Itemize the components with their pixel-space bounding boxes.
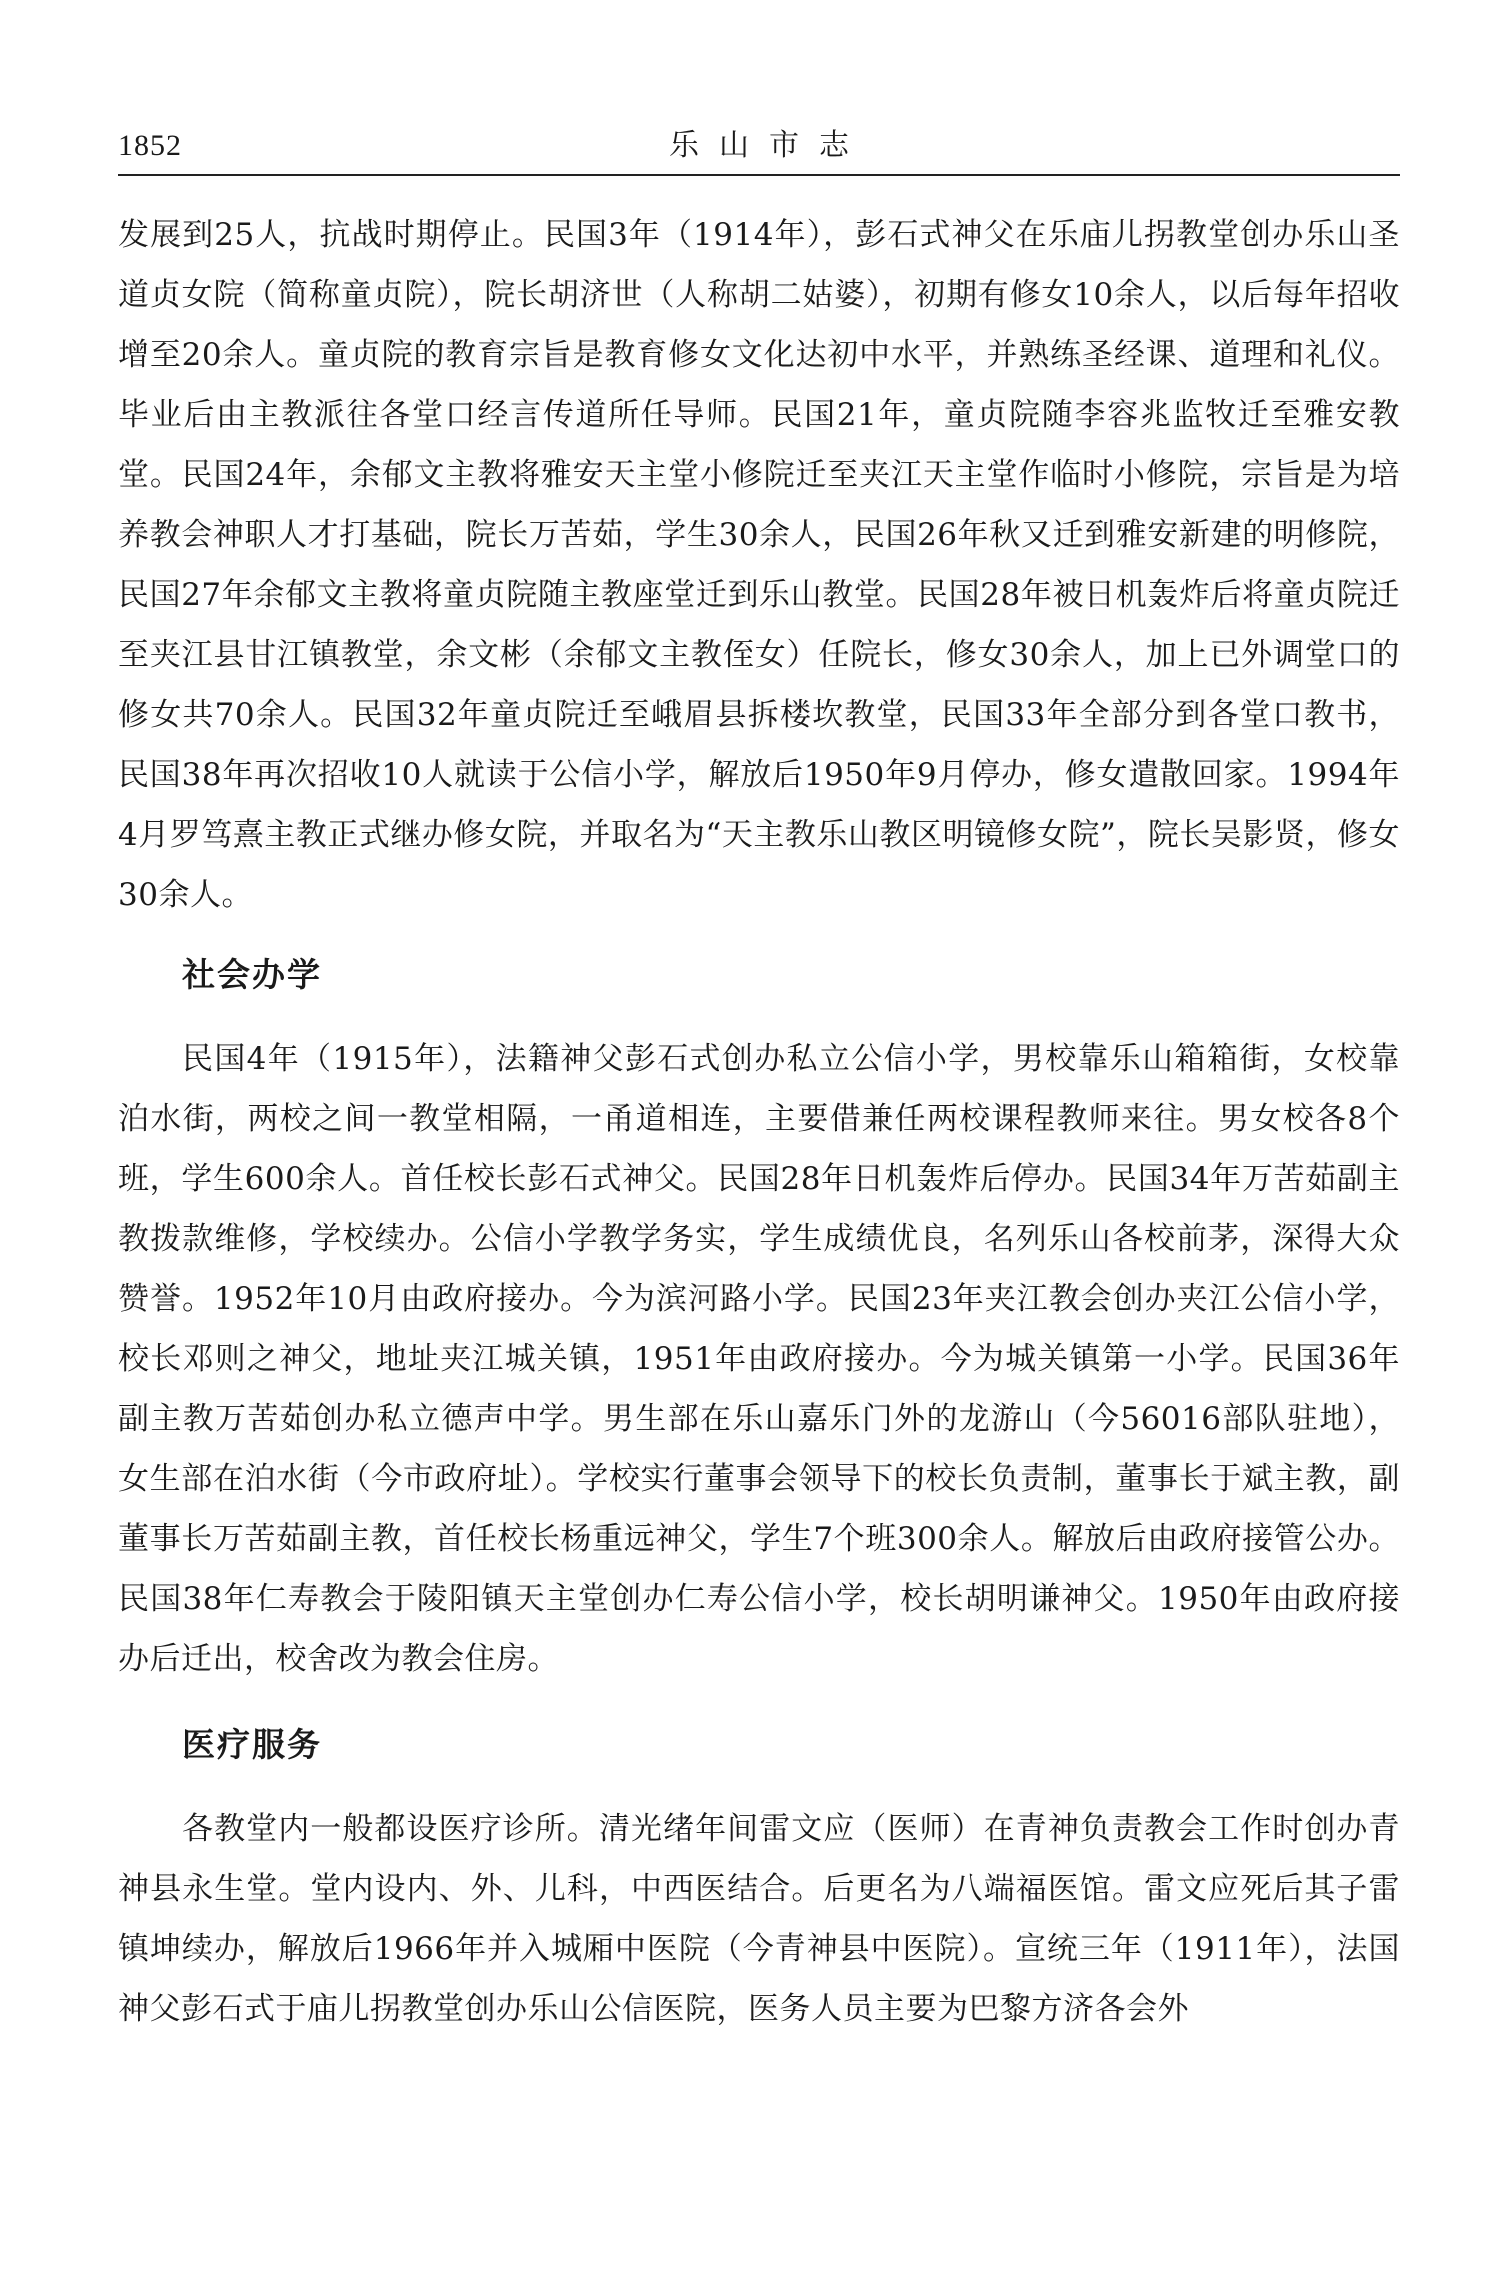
paragraph-social-schools: 民国4年（1915年），法籍神父彭石式创办私立公信小学，男校靠乐山箱箱街，女校靠泊水街，两校之间一教堂相隔，一甬道相连，主要借兼任两校课程教师来往。男女校各8个班，学生600余人。首任校长彭石式神父。民国28年日机轰炸后停办。民国34年万苦茹副主教拨款维修，学校续办。公信小学教学务实，学生成绩优良，名列乐山各校前茅，深得大众赞誉。1952年10月由政府接办。今为滨河路小学。民国23年夹江教会创办夹江公信小学，校长邓则之神父，地址夹江城关镇，1951年由政府接办。今为城关镇第一小学。民国36年副主教万苦茹创办私立德声中学。男生部在乐山嘉乐门外的龙游山（今56016部队驻地），女生部在泊水街（今市政府址）。学校实行董事会领导下的校长负责制，董事长于斌主教，副董事长万苦茹副主教，首任校长杨重远神父，学生7个班300余人。解放后由政府接管公办。民国38年仁寿教会于陵阳镇天主堂创办仁寿公信小学，校长胡明谦神父。1950年由政府接办后迁出，校舍改为教会住房。 (118, 1041, 1400, 1677)
book-title: 乐山市志 (669, 128, 869, 163)
page-number: 1852 (118, 129, 182, 162)
page-body (118, 205, 1400, 2039)
running-header (118, 128, 1400, 176)
section-heading-social-schools: 社会办学 (182, 955, 322, 994)
paragraph-medical-services: 各教堂内一般都设医疗诊所。清光绪年间雷文应（医师）在青神负责教会工作时创办青神县永生堂。堂内设内、外、儿科，中西医结合。后更名为八端福医馆。雷文应死后其子雷镇坤续办，解放后1966年并入城厢中医院（今青神县中医院）。宣统三年（1911年），法国神父彭石式于庙儿拐教堂创办乐山公信医院，医务人员主要为巴黎方济各会外 (118, 1811, 1400, 2027)
paragraph-nunnery: 发展到25人，抗战时期停止。民国3年（1914年），彭石式神父在乐庙儿拐教堂创办乐山圣道贞女院（简称童贞院），院长胡济世（人称胡二姑婆），初期有修女10余人，以后每年招收增至20余人。童贞院的教育宗旨是教育修女文化达初中水平，并熟练圣经课、道理和礼仪。毕业后由主教派往各堂口经言传道所任导师。民国21年，童贞院随李容兆监牧迁至雅安教堂。民国24年，余郁文主教将雅安天主堂小修院迁至夹江天主堂作临时小修院，宗旨是为培养教会神职人才打基础，院长万苦茹，学生30余人，民国26年秋又迁到雅安新建的明修院，民国27年余郁文主教将童贞院随主教座堂迁到乐山教堂。民国28年被日机轰炸后将童贞院迁至夹江县甘江镇教堂，余文彬（余郁文主教侄女）任院长，修女30余人，加上已外调堂口的修女共70余人。民国32年童贞院迁至峨眉县拆楼坎教堂，民国33年全部分到各堂口教书，民国38年再次招收10人就读于公信小学，解放后1950年9月停办，修女遣散回家。1994年4月罗笃熹主教正式继办修女院，并取名为“天主教乐山教区明镜修女院”，院长吴影贤，修女30余人。 (118, 217, 1400, 913)
section-heading-medical-services: 医疗服务 (182, 1725, 322, 1764)
